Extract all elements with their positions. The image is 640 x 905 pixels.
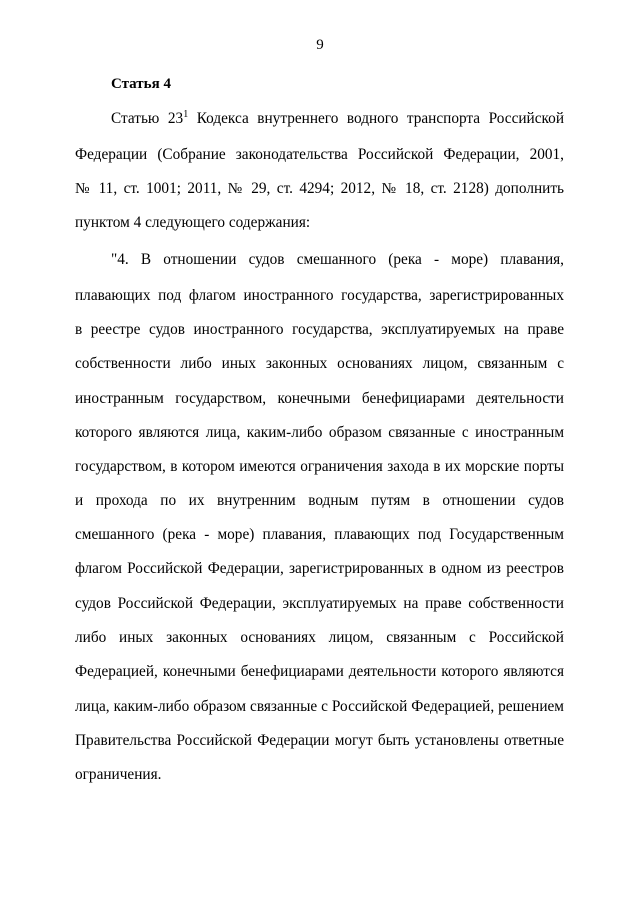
page-number: 9 xyxy=(316,37,324,53)
clause-line-3: в реестре судов иностранного государства, эксплуатируемых на праве xyxy=(75,321,564,338)
clause-line-12: либо иных законных основаниях лицом, связанным с Российской xyxy=(75,629,564,646)
clause-line-5: иностранным государством, конечными бенефициарами деятельности xyxy=(75,390,564,407)
clause-line-11: судов Российской Федерации, эксплуатируемых на праве собственности xyxy=(75,595,564,612)
intro-line-1-end: Кодекса внутреннего водного транспорта Российской xyxy=(188,110,565,127)
intro-line-1-start: Статью 23 xyxy=(111,110,184,127)
clause-line-14: лица, каким-либо образом связанные с Российской Федерацией, решением xyxy=(75,698,564,715)
clause-line-9: смешанного (река - море) плавания, плавающих под Государственным xyxy=(75,526,564,543)
article-title: Статья 4 xyxy=(111,76,171,92)
clause-line-15: Правительства Российской Федерации могут быть установлены ответные xyxy=(75,732,564,749)
intro-line-1 xyxy=(111,109,564,129)
clause-line-2: плавающих под флагом иностранного государства, зарегистрированных xyxy=(75,287,564,304)
intro-line-3: № 11, ст. 1001; 2011, № 29, ст. 4294; 2012, № 18, ст. 2128) дополнить xyxy=(75,180,564,197)
intro-line-4: пунктом 4 следующего содержания: xyxy=(75,214,311,231)
clause-line-10: флагом Российской Федерации, зарегистрированных в одном из реестров xyxy=(75,560,564,577)
article-superscript: 1 xyxy=(183,109,189,120)
clause-line-16: ограничения. xyxy=(75,766,162,783)
clause-line-13: Федерацией, конечными бенефициарами деятельности которого являются xyxy=(75,663,564,680)
clause-line-4: собственности либо иных законных основаниях лицом, связанным с xyxy=(75,355,564,372)
clause-line-1: "4. В отношении судов смешанного (река - море) плавания, xyxy=(111,251,564,268)
clause-line-7: государством, в котором имеются ограничения захода в их морские порты xyxy=(75,458,564,475)
clause-line-8: и прохода по их внутренним водным путям в отношении судов xyxy=(75,492,564,509)
clause-line-6: которого являются лица, каким-либо образом связанные с иностранным xyxy=(75,424,564,441)
intro-line-2: Федерации (Собрание законодательства Российской Федерации, 2001, xyxy=(75,146,564,163)
